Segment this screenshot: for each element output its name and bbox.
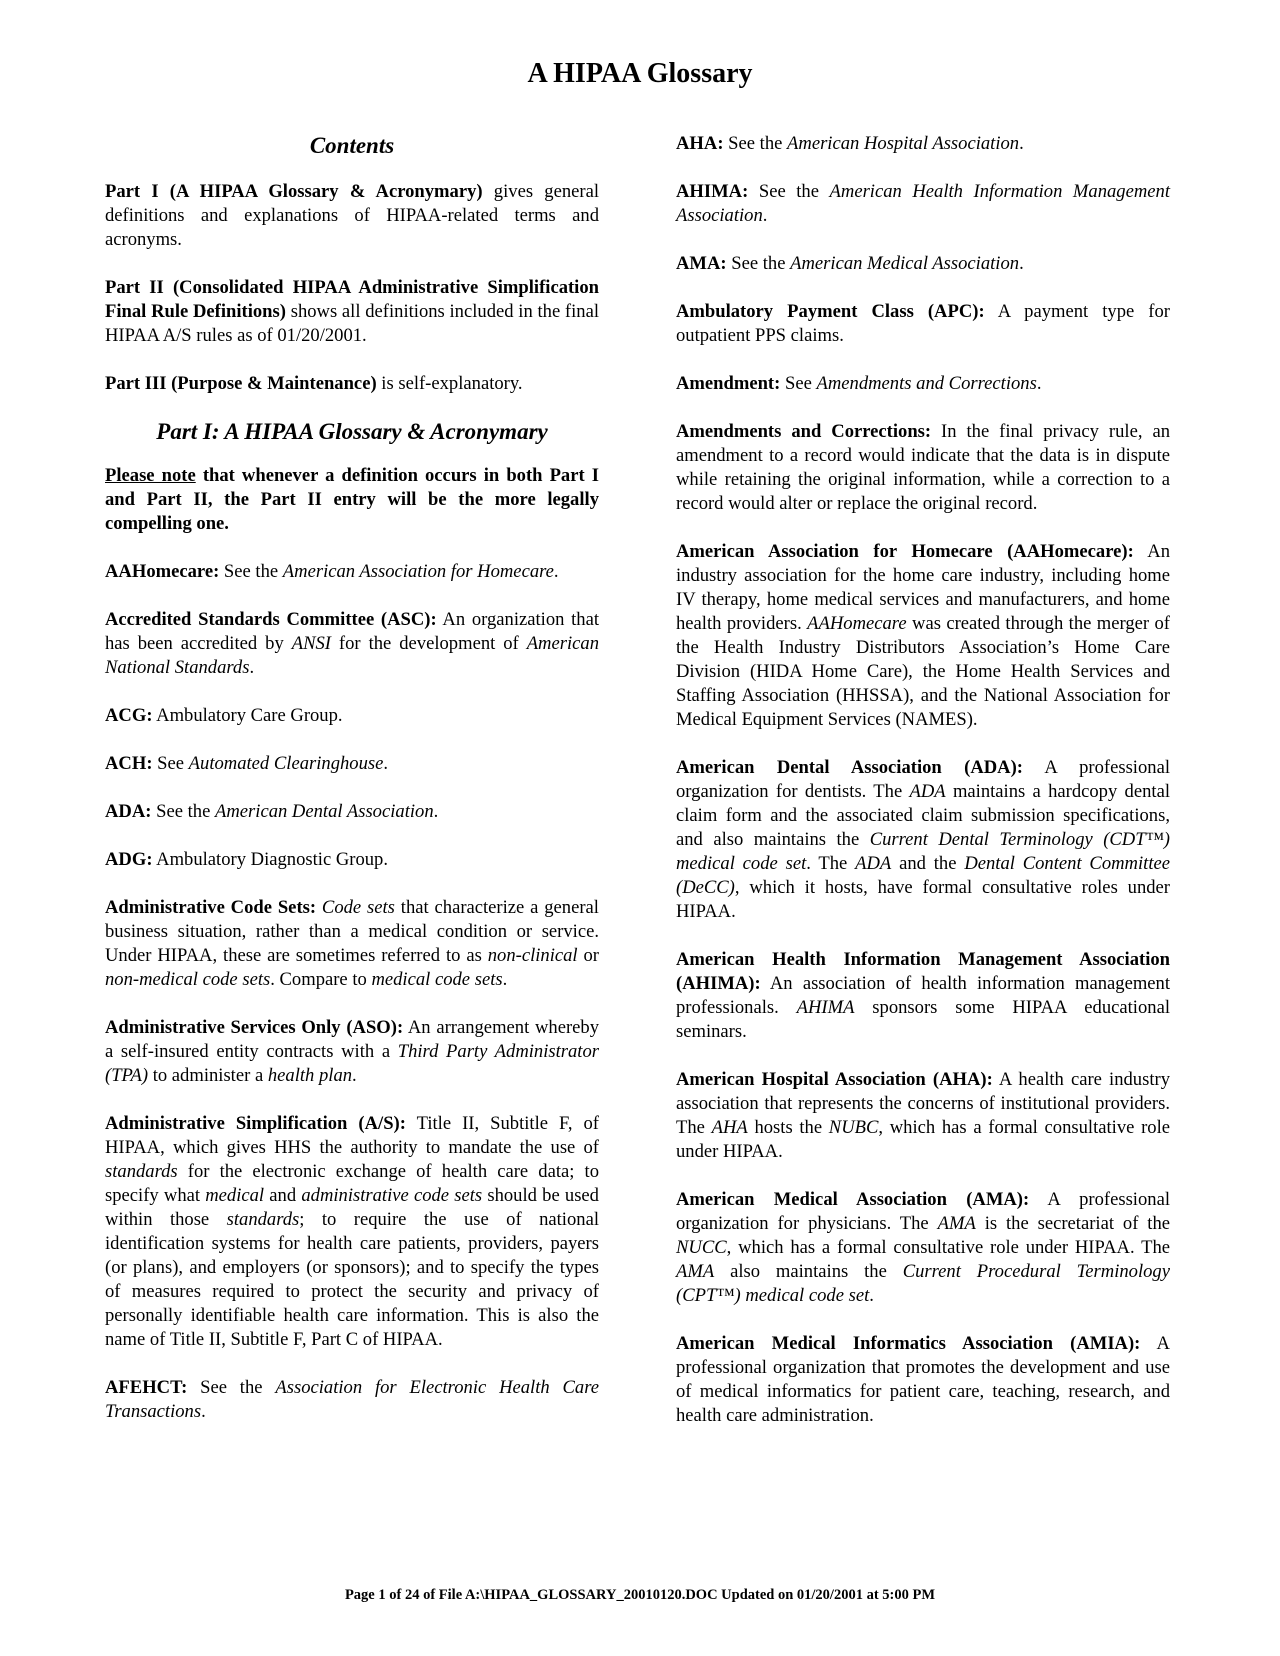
contents-heading: Contents xyxy=(309,133,395,158)
part-1-heading: Part I: A HIPAA Glossary & Acronymary xyxy=(156,419,548,444)
please-note: Please note that whenever a definition occurs in both Part I and Part II, the Part II entry will be the more legally compelling one. xyxy=(105,465,599,534)
entry-aha-ref: AHA: See the American Hospital Association. xyxy=(676,133,1024,154)
entry-adg: ADG: Ambulatory Diagnostic Group. xyxy=(105,849,389,870)
entry-asc: Accredited Standards Committee (ASC): An organization that has been accredited by ANSI for the development of American National Standards. xyxy=(105,609,600,678)
entry-aha-full: American Hospital Association (AHA): A health care industry association that represents the concerns of institutional providers. The AHA hosts the NUBC, which has a formal consultative role under HIPAA. xyxy=(676,1069,1170,1162)
entry-amendments-and-corrections: Amendments and Corrections: In the final privacy rule, an amendment to a record would indicate that the data is in dispute while retaining the original information, while a correction to a record would alter or replace the original record. xyxy=(676,421,1170,514)
entry-ada-full: American Dental Association (ADA): A professional organization for dentists. The ADA maintains a hardcopy dental claim form and the associated claim submission specifications, and also maintains the Current Dental Terminology (CDT™) medical code set. The ADA and the Dental Content Committee (DeCC), which it hosts, have formal consultative roles under HIPAA. xyxy=(676,757,1170,922)
entry-aahomecare-full: American Association for Homecare (AAHomecare): An industry association for the home care industry, including home IV therapy, home medical services and manufacturers, and home health providers. AAHomecare was created through the merger of the Health Industry Distributors Association’s Home Care Division (HIDA Home Care), the Home Health Services and Staffing Association (HHSSA), and the National Association for Medical Equipment Services (NAMES). xyxy=(676,541,1170,730)
entry-afehct: AFEHCT: See the Association for Electronic Health Care Transactions. xyxy=(105,1377,599,1422)
entry-aso: Administrative Services Only (ASO): An arrangement whereby a self-insured entity contracts with a Third Party Administrator (TPA) to administer a health plan. xyxy=(105,1017,600,1086)
entry-apc: Ambulatory Payment Class (APC): A payment type for outpatient PPS claims. xyxy=(676,301,1170,346)
entry-administrative-code-sets: Administrative Code Sets: Code sets that characterize a general business situation, rather than a medical condition or service. Under HIPAA, these are sometimes referred to as non-clinical or non-medical code sets. Compare to medical code sets. xyxy=(105,897,599,990)
contents-part-3: Part III (Purpose & Maintenance) is self-explanatory. xyxy=(105,373,523,394)
entry-ach: ACH: See Automated Clearinghouse. xyxy=(105,753,389,774)
contents-part-1: Part I (A HIPAA Glossary & Acronymary) gives general definitions and explanations of HIPAA-related terms and acronyms. xyxy=(105,181,599,250)
document-title: A HIPAA Glossary xyxy=(527,58,753,89)
right-column xyxy=(676,0,1170,1452)
entry-acg: ACG: Ambulatory Care Group. xyxy=(105,705,343,726)
entry-administrative-simplification: Administrative Simplification (A/S): Title II, Subtitle F, of HIPAA, which gives HHS the authority to mandate the use of standards for the electronic exchange of health care data; to specify what medical and administrative code sets should be used within those standards; to require the use of national identification systems for health care patients, providers, payers (or plans), and employers (or sponsors); and to specify the types of measures required to protect the security and privacy of personally identifiable health care information. This is also the name of Title II, Subtitle F, Part C of HIPAA. xyxy=(105,1113,600,1350)
entry-ahima-full: American Health Information Management Association (AHIMA): An association of health information management professionals. AHIMA sponsors some HIPAA educational seminars. xyxy=(676,949,1170,1042)
contents-part-2: Part II (Consolidated HIPAA Administrative Simplification Final Rule Definitions) shows all definitions included in the final HIPAA A/S rules as of 01/20/2001. xyxy=(105,277,600,346)
entry-amia: American Medical Informatics Association (AMIA): A professional organization that promotes the development and use of medical informatics for patient care, teaching, research, and health care administration. xyxy=(676,1333,1170,1426)
entry-amendment: Amendment: See Amendments and Corrections. xyxy=(676,373,1042,394)
entry-ama-ref: AMA: See the American Medical Association. xyxy=(676,253,1024,274)
entry-aahomecare: AAHomecare: See the American Association for Homecare. xyxy=(105,561,559,582)
entry-ada-ref: ADA: See the American Dental Association. xyxy=(105,801,439,822)
page-footer: Page 1 of 24 of File A:\HIPAA_GLOSSARY_20010120.DOC Updated on 01/20/2001 at 5:00 PM xyxy=(344,1587,936,1603)
left-column xyxy=(105,0,599,1448)
entry-ama-full: American Medical Association (AMA): A professional organization for physicians. The AMA is the secretariat of the NUCC, which has a formal consultative role under HIPAA. The AMA also maintains the Current Procedural Terminology (CPT™) medical code set. xyxy=(676,1189,1170,1306)
entry-ahima-ref: AHIMA: See the American Health Information Management Association. xyxy=(676,181,1170,226)
